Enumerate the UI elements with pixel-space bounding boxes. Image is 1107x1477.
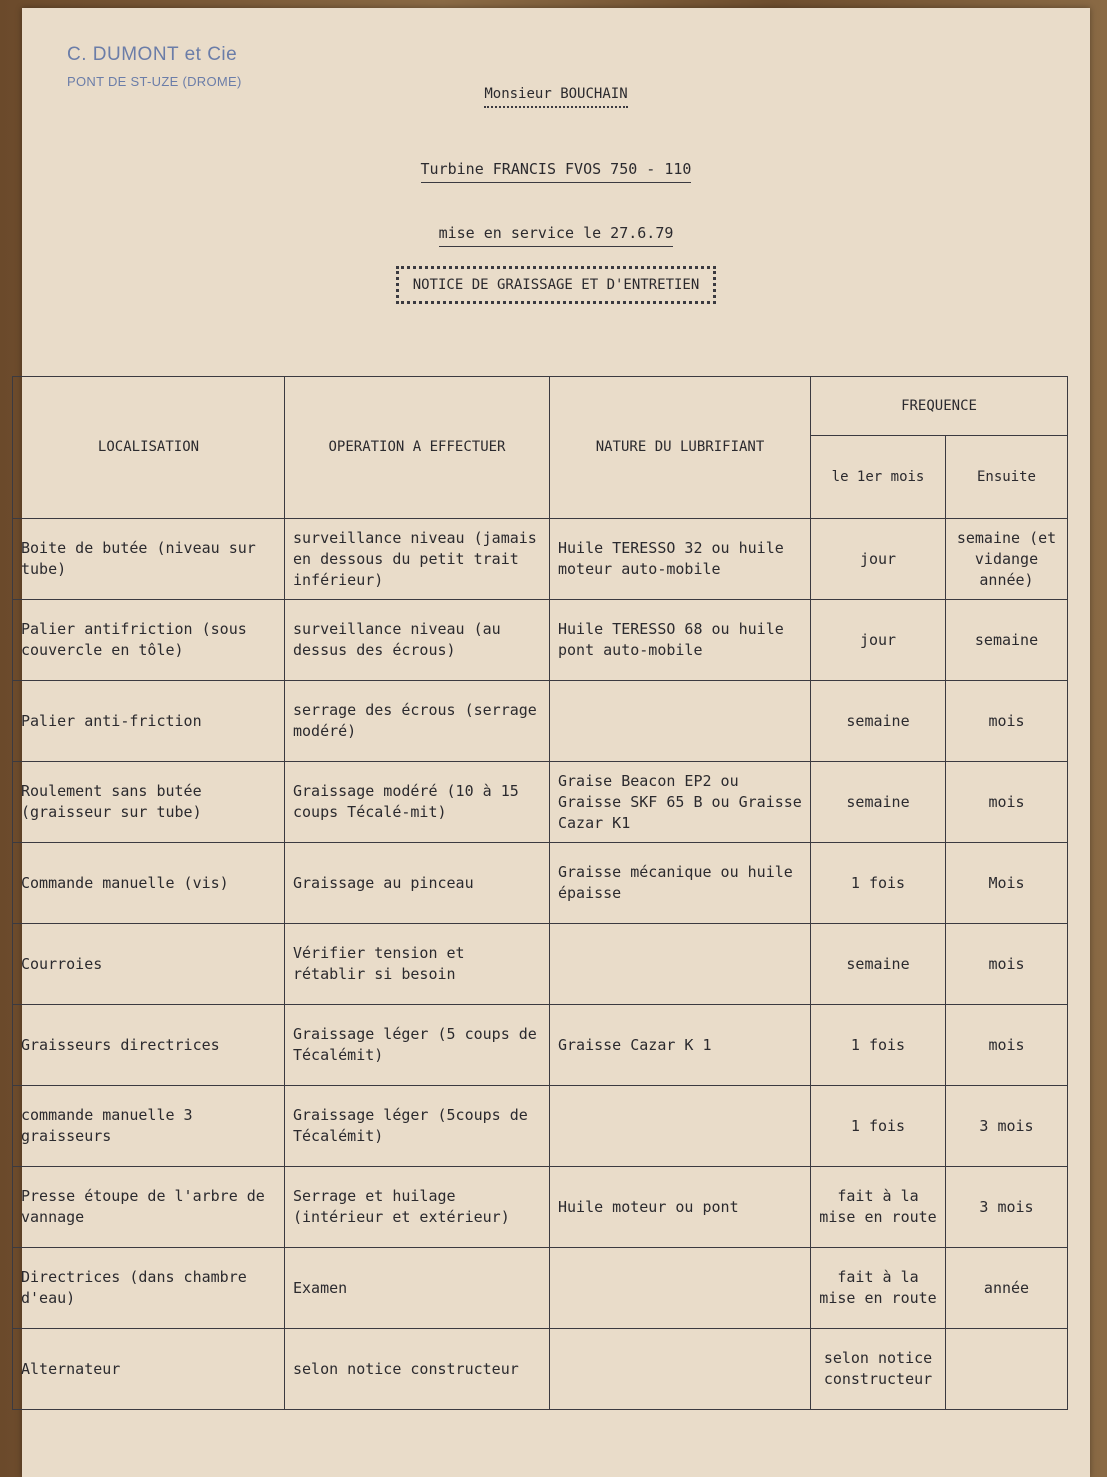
cell-localisation: commande manuelle 3 graisseurs bbox=[13, 1086, 285, 1167]
cell-operation: selon notice constructeur bbox=[285, 1329, 550, 1410]
header-lubrifiant: NATURE DU LUBRIFIANT bbox=[550, 377, 811, 519]
cell-first-month: semaine bbox=[811, 762, 946, 843]
cell-lubrifiant bbox=[550, 924, 811, 1005]
cell-first-month: jour bbox=[811, 519, 946, 600]
cell-lubrifiant: Huile TERESSO 32 ou huile moteur auto-mobile bbox=[550, 519, 811, 600]
cell-localisation: Presse étoupe de l'arbre de vannage bbox=[13, 1167, 285, 1248]
cell-then bbox=[946, 1329, 1068, 1410]
turbine-model: Turbine FRANCIS FVOS 750 - 110 bbox=[421, 160, 692, 183]
cell-lubrifiant bbox=[550, 681, 811, 762]
cell-then: semaine (et vidange année) bbox=[946, 519, 1068, 600]
cell-lubrifiant: Graisse Cazar K 1 bbox=[550, 1005, 811, 1086]
cell-first-month: jour bbox=[811, 600, 946, 681]
company-header bbox=[67, 44, 242, 89]
cell-first-month: fait à la mise en route bbox=[811, 1248, 946, 1329]
cell-localisation: Roulement sans butée (graisseur sur tube) bbox=[13, 762, 285, 843]
table-row bbox=[13, 762, 1068, 843]
cell-operation: surveillance niveau (au dessus des écrous) bbox=[285, 600, 550, 681]
cell-then: 3 mois bbox=[946, 1086, 1068, 1167]
cell-lubrifiant: Huile moteur ou pont bbox=[550, 1167, 811, 1248]
header-operation: OPERATION A EFFECTUER bbox=[285, 377, 550, 519]
cell-first-month: 1 fois bbox=[811, 1086, 946, 1167]
cell-operation: surveillance niveau (jamais en dessous du petit trait inférieur) bbox=[285, 519, 550, 600]
cell-localisation: Alternateur bbox=[13, 1329, 285, 1410]
cell-operation: serrage des écrous (serrage modéré) bbox=[285, 681, 550, 762]
company-name: C. DUMONT et Cie bbox=[67, 44, 238, 65]
cell-first-month: 1 fois bbox=[811, 1005, 946, 1086]
table-row bbox=[13, 843, 1068, 924]
cell-operation: Vérifier tension et rétablir si besoin bbox=[285, 924, 550, 1005]
recipient-line bbox=[22, 86, 1090, 102]
cell-localisation: Commande manuelle (vis) bbox=[13, 843, 285, 924]
cell-lubrifiant: Graise Beacon EP2 ou Graisse SKF 65 B ou Graisse Cazar K1 bbox=[550, 762, 811, 843]
cell-localisation: Graisseurs directrices bbox=[13, 1005, 285, 1086]
cell-first-month: fait à la mise en route bbox=[811, 1167, 946, 1248]
cell-then: Mois bbox=[946, 843, 1068, 924]
table-row bbox=[13, 1248, 1068, 1329]
cell-localisation: Courroies bbox=[13, 924, 285, 1005]
maintenance-table bbox=[12, 376, 1068, 1410]
turbine-line bbox=[22, 160, 1090, 178]
header-frequence: FREQUENCE bbox=[811, 377, 1068, 436]
cell-operation: Graissage léger (5 coups de Técalémit) bbox=[285, 1005, 550, 1086]
cell-then: mois bbox=[946, 1005, 1068, 1086]
table-row bbox=[13, 519, 1068, 600]
header-localisation: LOCALISATION bbox=[13, 377, 285, 519]
table-row bbox=[13, 600, 1068, 681]
cell-localisation: Palier anti-friction bbox=[13, 681, 285, 762]
cell-localisation: Palier antifriction (sous couvercle en tôle) bbox=[13, 600, 285, 681]
table-row bbox=[13, 1086, 1068, 1167]
table-row bbox=[13, 681, 1068, 762]
notice-title-box bbox=[22, 266, 1090, 304]
table-row bbox=[13, 1329, 1068, 1410]
cell-then: mois bbox=[946, 762, 1068, 843]
service-date: mise en service le 27.6.79 bbox=[439, 224, 674, 247]
cell-operation: Examen bbox=[285, 1248, 550, 1329]
recipient-name: Monsieur BOUCHAIN bbox=[484, 86, 627, 108]
cell-first-month: semaine bbox=[811, 924, 946, 1005]
table-row bbox=[13, 924, 1068, 1005]
cell-first-month: semaine bbox=[811, 681, 946, 762]
service-date-line bbox=[22, 224, 1090, 242]
cell-operation: Graissage au pinceau bbox=[285, 843, 550, 924]
cell-lubrifiant: Graisse mécanique ou huile épaisse bbox=[550, 843, 811, 924]
cell-lubrifiant bbox=[550, 1329, 811, 1410]
cell-operation: Graissage léger (5coups de Técalémit) bbox=[285, 1086, 550, 1167]
cell-then: mois bbox=[946, 681, 1068, 762]
cell-first-month: selon notice constructeur bbox=[811, 1329, 946, 1410]
notice-title: NOTICE DE GRAISSAGE ET D'ENTRETIEN bbox=[396, 266, 717, 304]
table-header-row bbox=[13, 377, 1068, 436]
cell-operation: Graissage modéré (10 à 15 coups Técalé-mit) bbox=[285, 762, 550, 843]
cell-then: 3 mois bbox=[946, 1167, 1068, 1248]
header-then: Ensuite bbox=[946, 436, 1068, 519]
cell-then: année bbox=[946, 1248, 1068, 1329]
company-address: PONT DE ST-UZE (DROME) bbox=[67, 74, 242, 89]
cell-localisation: Directrices (dans chambre d'eau) bbox=[13, 1248, 285, 1329]
cell-lubrifiant: Huile TERESSO 68 ou huile pont auto-mobile bbox=[550, 600, 811, 681]
cell-localisation: Boite de butée (niveau sur tube) bbox=[13, 519, 285, 600]
table-row bbox=[13, 1167, 1068, 1248]
cell-operation: Serrage et huilage (intérieur et extérieur) bbox=[285, 1167, 550, 1248]
table-row bbox=[13, 1005, 1068, 1086]
cell-then: mois bbox=[946, 924, 1068, 1005]
header-first-month: le 1er mois bbox=[811, 436, 946, 519]
cell-lubrifiant bbox=[550, 1248, 811, 1329]
cell-lubrifiant bbox=[550, 1086, 811, 1167]
cell-first-month: 1 fois bbox=[811, 843, 946, 924]
cell-then: semaine bbox=[946, 600, 1068, 681]
